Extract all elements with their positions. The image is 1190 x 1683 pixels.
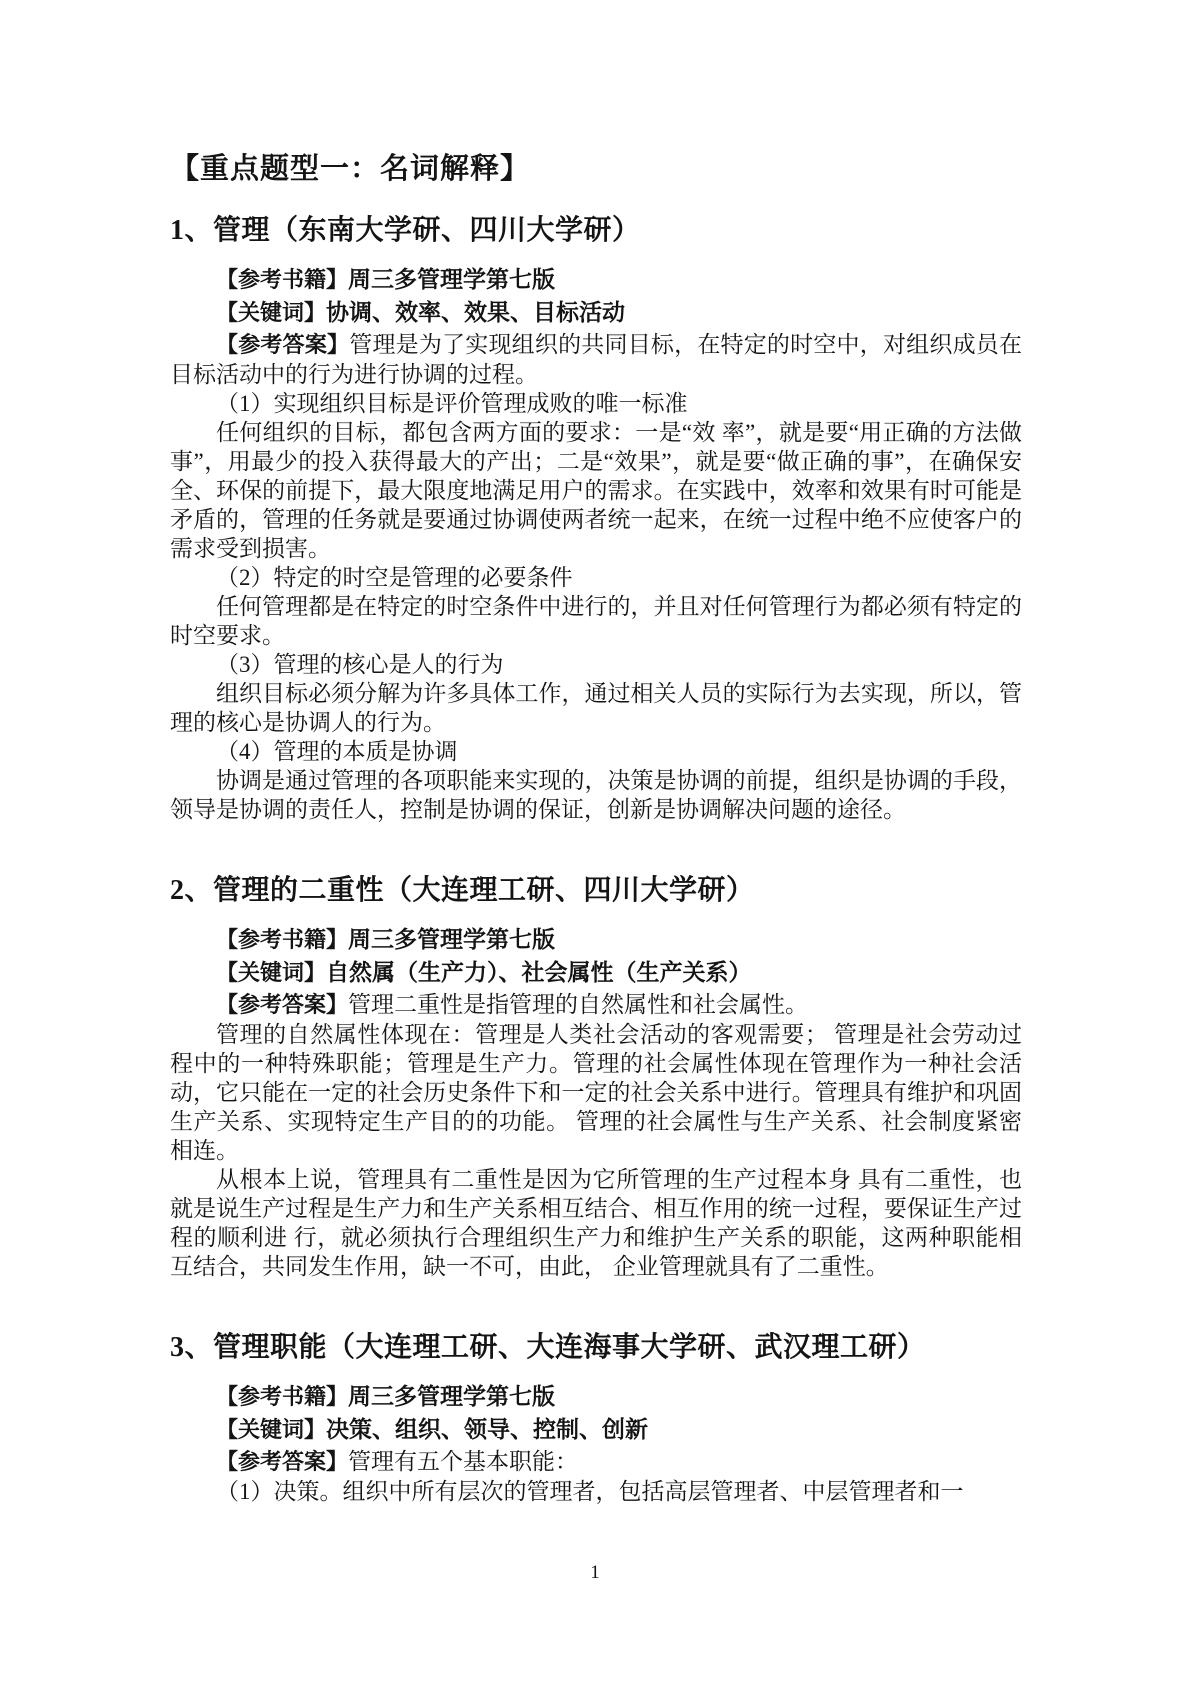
body-paragraph: 管理的自然属性体现在：管理是人类社会活动的客观需要； 管理是社会劳动过程中的一种特殊职能；管理是生产力。管理的社会属性体现在管理作为一种社会活动，它只能在一定的社会历史条件下和一定的社会关系中进行。管理具有维护和巩固生产关系、实现特定生产目的的功能。 管理的社会属性与生产关系、社会制度紧密相连。	[170, 1022, 1022, 1163]
meta-text: 决策、组织、领导、控制、创新	[326, 1417, 649, 1442]
section	[170, 872, 1022, 1281]
answer-text: 管理有五个基本职能：	[348, 1449, 579, 1474]
meta-line	[170, 957, 1022, 990]
meta-label: 【参考书籍】	[216, 1385, 349, 1410]
body-paragraph: 协调是通过管理的各项职能来实现的，决策是协调的前提，组织是协调的手段，领导是协调的责任人，控制是协调的保证，创新是协调解决问题的途径。	[170, 768, 1022, 822]
section	[170, 212, 1022, 824]
body-paragraph: 组织目标必须分解为许多具体工作，通过相关人员的实际行为去实现，所以，管理的核心是协调人的行为。	[170, 681, 1022, 735]
meta-label: 【参考书籍】	[216, 268, 349, 293]
body-paragraph: 任何管理都是在特定的时空条件中进行的，并且对任何管理行为都必须有特定的时空要求。	[170, 594, 1022, 648]
section-heading: 1、管理（东南大学研、四川大学研）	[170, 215, 641, 246]
meta-label: 【关键词】	[216, 301, 327, 326]
meta-text: 周三多管理学第七版	[348, 1384, 556, 1409]
body-paragraph: （1）决策。组织中所有层次的管理者，包括高层管理者、中层管理者和一	[216, 1479, 964, 1504]
meta-label: 【关键词】	[216, 1418, 327, 1443]
answer-text: 管理二重性是指管理的自然属性和社会属性。	[348, 992, 809, 1017]
meta-line	[170, 924, 1022, 957]
body-paragraph: （4）管理的本质是协调	[216, 739, 458, 764]
answer-text: 管理是为了实现组织的共同目标，在特定的时空中，对组织成员在目标活动中的行为进行协调的过程。	[170, 332, 1022, 387]
body-paragraph: （1）实现组织目标是评价管理成败的唯一标准	[216, 391, 688, 416]
answer-label: 【参考答案】	[216, 1450, 349, 1475]
doc-title: 【重点题型一：名词解释】	[170, 151, 531, 185]
page-footer	[0, 1563, 1190, 1583]
answer-paragraph	[170, 990, 1022, 1020]
meta-label: 【关键词】	[216, 961, 327, 986]
section	[170, 1329, 1022, 1506]
body-paragraph: 从根本上说，管理具有二重性是因为它所管理的生产过程本身 具有二重性，也就是说生产过程是生产力和生产关系相互结合、相互作用的统一过程，要保证生产过程的顺利进 行，就必须执行合理组织生产力和维护生产关系的职能，这两种职能相互结合，共同发生作用，缺一不可，由此， 企业管理就具有了二重性。	[170, 1167, 1022, 1279]
meta-text: 协调、效率、效果、目标活动	[326, 300, 626, 325]
page-number: 1	[590, 1562, 600, 1583]
answer-paragraph	[170, 1447, 1022, 1477]
answer-label: 【参考答案】	[216, 333, 350, 358]
meta-text: 周三多管理学第七版	[348, 927, 556, 952]
meta-label: 【参考书籍】	[216, 928, 349, 953]
body-paragraph: （3）管理的核心是人的行为	[216, 652, 504, 677]
body-paragraph: 任何组织的目标，都包含两方面的要求：一是“效 率”，就是要“用正确的方法做事”，用最少的投入获得最大的产出；二是“效果”，就是要“做正确的事”，在确保安全、环保的前提下，最大限度地满足用户的需求。在实践中，效率和效果有时可能是矛盾的，管理的任务就是要通过协调使两者统一起来，在统一过程中绝不应使客户的需求受到损害。	[170, 420, 1022, 561]
meta-text: 周三多管理学第七版	[348, 267, 556, 292]
sections	[170, 212, 1022, 1506]
section-heading: 3、管理职能（大连理工研、大连海事大学研、武汉理工研）	[170, 1332, 926, 1363]
meta-line	[170, 264, 1022, 297]
meta-line	[170, 297, 1022, 330]
answer-label: 【参考答案】	[216, 993, 349, 1018]
meta-line	[170, 1381, 1022, 1414]
answer-paragraph	[170, 330, 1022, 389]
body-paragraph: （2）特定的时空是管理的必要条件	[216, 565, 573, 590]
meta-line	[170, 1414, 1022, 1447]
section-heading: 2、管理的二重性（大连理工研、四川大学研）	[170, 875, 755, 906]
meta-text: 自然属（生产力）、社会属性（生产关系）	[326, 960, 752, 985]
